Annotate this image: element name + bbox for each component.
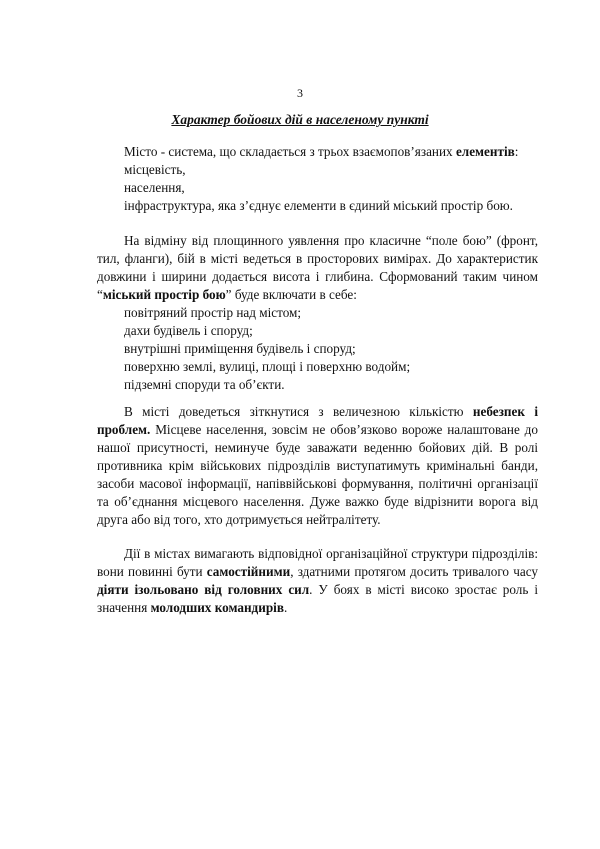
bold-term: діяти ізольовано від головних сил (97, 582, 310, 597)
list-item: повітряний простір над містом; (124, 305, 302, 320)
bold-term: молодших командирів (150, 600, 284, 615)
paragraph-text: . (283, 600, 288, 615)
bold-term: небезпек і проблем. (97, 404, 538, 437)
paragraph-text: . У боях в місті високо зростає роль і значення (97, 582, 538, 615)
list-item: населення, (124, 180, 185, 195)
paragraph-text: Місцеве населення, зовсім не обов’язково вороже налаштоване до нашої присутності, неминуче буде заважати веденню бойових дій. В ролі противника крім військових підрозділів виступатимуть кримінальні банди, засоби масової інформації, напіввійськові формування, політичні організації та об’єднання місцевого населення. Дуже важко буде відрізнити ворога від друга або від того, хто дотримується нейтралітету. (97, 422, 538, 527)
paragraph-dangers (97, 403, 538, 529)
bold-term: самостійними (206, 564, 291, 579)
paragraph-battle-space (97, 232, 538, 394)
list-item: підземні споруди та об’єкти. (124, 377, 285, 392)
page-number: 3 (297, 86, 303, 100)
list-item: дахи будівель і споруд; (124, 323, 253, 338)
list-item: інфраструктура, яка з’єднує елементи в єдиний міський простір бою. (124, 198, 513, 213)
list-item: поверхню землі, вулиці, площі і поверхню водойм; (124, 359, 411, 374)
paragraph-city-system (97, 143, 538, 215)
section-title: Характер бойових дій в населеному пункті (171, 112, 429, 127)
paragraph-text: , здатними протягом досить тривалого часу (290, 564, 538, 579)
bold-term: елементів (455, 144, 515, 159)
list-item: внутрішні приміщення будівель і споруд; (124, 341, 356, 356)
paragraph-text: : (514, 144, 519, 159)
paragraph-text: Місто - система, що складається з трьох взаємопов’язаних (124, 144, 456, 159)
paragraph-text: ” буде включати в себе: (225, 287, 357, 302)
bold-term: міський простір бою (102, 287, 226, 302)
paragraph-text: В місті доведеться зіткнутися з величезною кількістю (124, 404, 473, 419)
paragraph-organization (97, 545, 538, 617)
paragraph-text: Дії в містах вимагають відповідної організаційної структури підрозділів: вони повинні бути (97, 546, 538, 579)
list-item: місцевість, (124, 162, 186, 177)
paragraph-text: На відміну від площинного уявлення про класичне “поле бою” (фронт, тил, фланги), бій в місті ведеться в просторових вимірах. До характеристик довжини і ширини додається висота і глибина. Сформований таким чином “ (97, 233, 538, 302)
